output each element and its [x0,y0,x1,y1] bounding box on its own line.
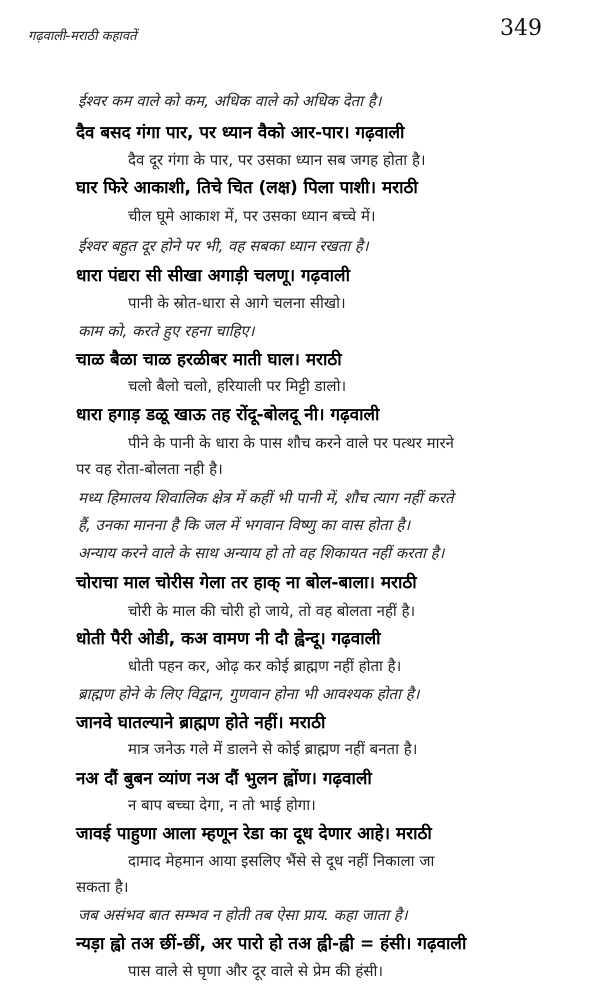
proverb-line: नअ दौं बुबन व्यांण नअ दौं भुलन ह्वोंण। गढ़वाली [76,769,372,789]
explanation-line: काम को, करते हुए रहना चाहिए। [78,322,255,340]
meaning-line: चोरी के माल की चोरी हो जाये, तो वह बोलता नहीं है। [128,602,416,620]
explanation-line: ईश्वर कम वाले को कम, अधिक वाले को अधिक देता है। [78,92,382,110]
meaning-line: पानी के स्रोत-धारा से आगे चलना सीखो। [128,294,346,312]
explanation-line: हैं, उनका मानना है कि जल में भगवान विष्णु का वास होता है। [78,516,411,534]
explanation-line: मध्य हिमालय शिवालिक क्षेत्र में कहीं भी पानी में, शौच त्याग नहीं करते [78,489,454,507]
proverb-line: चोराचा माल चोरीस गेला तर हाक् ना बोल-बाला। मराठी [76,573,417,593]
meaning-line: दामाद मेहमान आया इसलिए भैंसे से दूध नहीं निकाला जा [128,852,435,870]
meaning-line: चील घूमे आकाश में, पर उसका ध्यान बच्चे में। [128,207,376,225]
proverb-line: दैव बसद गंगा पार, पर ध्यान वैको आर-पार। गढ़वाली [76,123,405,143]
header-title: गढ़वाली-मराठी कहावतें [28,29,137,44]
proverb-line: धारा हगाड़ डळू खाऊ तह रोंदू-बोलदू नी। गढ़वाली [76,405,380,425]
proverb-line: धारा पंद्यरा सी सीखा अगाड़ी चलणू। गढ़वाली [76,266,350,286]
meaning-line: मात्र जनेऊ गले में डालने से कोई ब्राह्मण नहीं बनता है। [128,740,418,758]
meaning-line: न बाप बच्चा देगा, न तो भाई होगा। [128,796,316,814]
meaning-line: पास वाले से घृणा और दूर वाले से प्रेम की हंसी। [128,962,384,980]
meaning-line-continued: सकता है। [76,878,129,896]
meaning-line: पीने के पानी के धारा के पास शौच करने वाले पर पत्थर मारने [128,434,454,452]
proverb-line: जानवे घातल्याने ब्राह्मण होते नहीं। मराठी [76,713,326,733]
meaning-line-continued: पर वह रोता-बोलता नही है। [76,460,223,478]
proverb-line: घार फिरे आकाशी, तिचे चित (लक्ष) पिला पाशी। मराठी [76,178,418,198]
page-number: 349 [500,16,542,41]
meaning-line: दैव दूर गंगा के पार, पर उसका ध्यान सब जगह होता है। [128,151,426,169]
meaning-line: चलो बैलो चलो, हरियाली पर मिट्टी डालो। [128,377,347,395]
proverb-line: धोती पैरी ओडी, कअ वामण नी दौ ह्वेन्दू। गढ़वाली [76,629,381,649]
explanation-line: जब असंभव बात सम्भव न होती तब ऐसा प्राय. कहा जाता है। [78,906,408,924]
proverb-line: जावई पाहुणा आला म्हणून रेडा का दूध देणार आहे। मराठी [76,824,432,844]
explanation-line: अन्याय करने वाले के साथ अन्याय हो तो वह शिकायत नहीं करता है। [78,544,445,562]
explanation-line: ईश्वर बहुत दूर होने पर भी, वह सबका ध्यान रखता है। [78,237,369,255]
proverb-line: चाळ बैळा चाळ हरळीबर माती घाल। मराठी [76,350,342,370]
explanation-line: ब्राह्मण होने के लिए विद्वान, गुणवान होना भी आवश्यक होता है। [78,685,420,703]
proverb-line: न्यड़ा ह्वो तअ छीं-छीं, अर पारो हो तअ ह्वी-ह्वी = हंसी। गढ़वाली [76,934,467,954]
meaning-line: धोती पहन कर, ओढ़ कर कोई ब्राह्मण नहीं होता है। [128,657,402,675]
